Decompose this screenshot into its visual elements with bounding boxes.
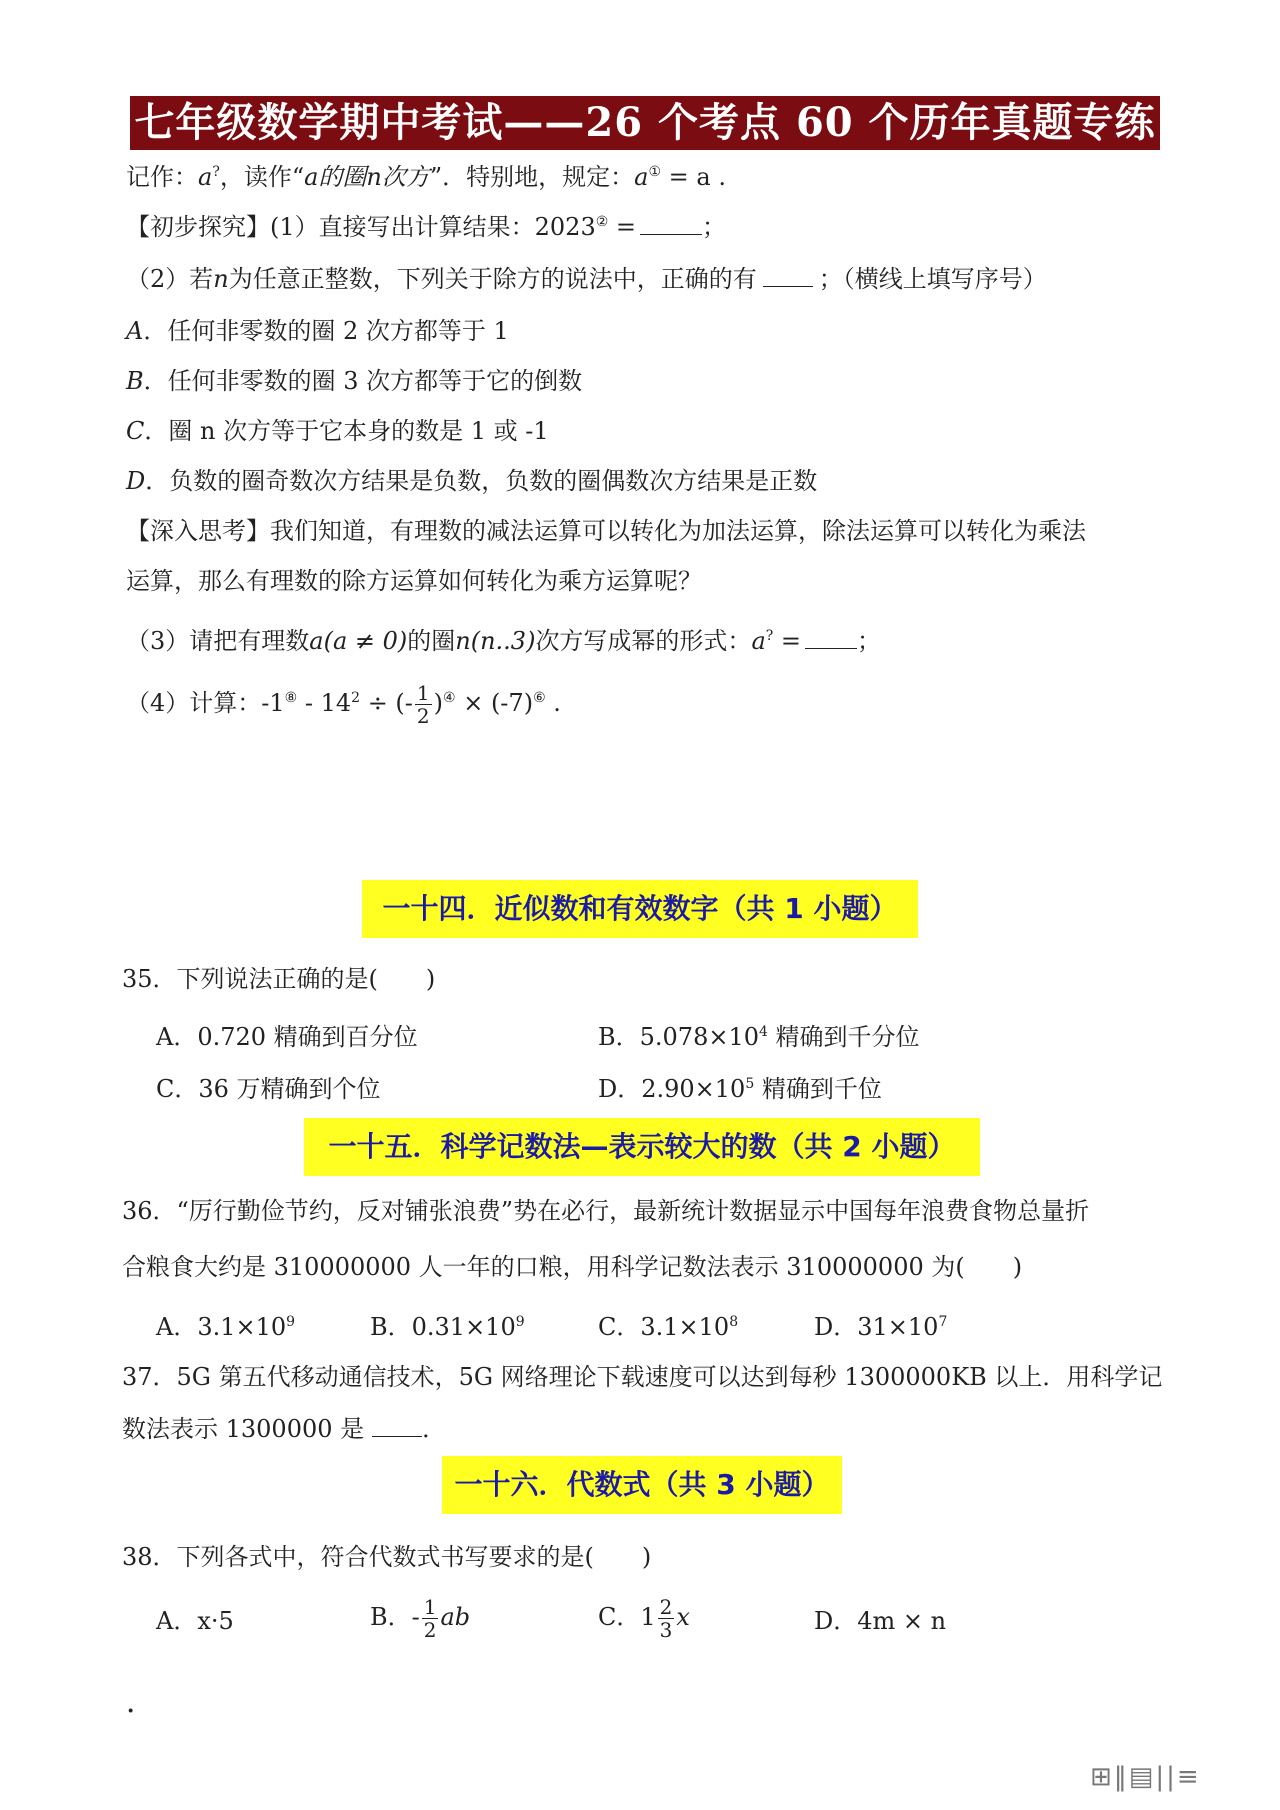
q36-option-a (156, 1310, 295, 1344)
intro-read: a的圈n次方 (304, 163, 430, 191)
question-38: 38．下列各式中，符合代数式书写要求的是( ) (122, 1543, 652, 1571)
q38-c-num: 2 (659, 1595, 673, 1619)
q1-sup: ② (595, 214, 609, 230)
option-c-text: ．圈 n 次方等于它本身的数是 1 或 -1 (144, 417, 549, 445)
q36-option-c (598, 1310, 738, 1344)
q2-end: ；（横线上填写序号） (818, 265, 1047, 293)
q3-tail: 次方写成幂的形式： (535, 627, 752, 655)
q3-math: a(a ≠ 0) (309, 627, 408, 655)
q38-option-c (598, 1596, 690, 1641)
q1-end: ； (702, 213, 727, 241)
q38-b-den: 2 (423, 1618, 437, 1642)
deep-line-1: 【深入思考】我们知道，有理数的减法运算可以转化为加法运算，除法运算可以转化为乘法 (126, 517, 1086, 545)
q3-eq: a (751, 627, 766, 655)
question-3 (126, 624, 881, 658)
q1-eq: = (608, 213, 637, 241)
q4-p1: -1 (261, 689, 285, 717)
intro-prefix: 记作： (126, 163, 198, 191)
q1-label: 【初步探究】(1）直接写出计算结果： (126, 213, 535, 241)
q35-option-c: C．36 万精确到个位 (156, 1075, 381, 1103)
rule-tail: = a . (661, 163, 726, 191)
q38-c-fraction (658, 1596, 675, 1641)
q37-answer-blank[interactable] (372, 1416, 422, 1437)
option-a-text: ．任何非零数的圈 2 次方都等于 1 (143, 317, 509, 345)
q1-answer-blank[interactable] (640, 214, 702, 235)
q4-s4: ⑥ (533, 690, 546, 706)
q38-option-d: D．4m × n (814, 1607, 947, 1635)
q35-option-d (598, 1072, 882, 1106)
q4-text: （4）计算： (126, 689, 262, 717)
q4-end: . (545, 689, 561, 717)
q1-base: 2023 (534, 213, 596, 241)
q35-b-sup: 4 (759, 1024, 768, 1040)
q4-s2: 2 (351, 690, 361, 706)
q3-text: （3）请把有理数 (126, 627, 310, 655)
intro-line (126, 160, 726, 194)
q36-option-d (814, 1310, 947, 1344)
option-a-letter: A (126, 317, 144, 345)
a-symbol: a (198, 163, 213, 191)
q3-eq2: = (773, 627, 802, 655)
q35-d-post: 精确到千位 (754, 1075, 882, 1103)
section-16-heading: 一十六．代数式（共 3 小题） (442, 1456, 842, 1514)
option-b-text: ．任何非零数的圈 3 次方都等于它的倒数 (143, 367, 583, 395)
option-b (126, 364, 582, 398)
q3-end: ； (857, 627, 882, 655)
page-title-banner: 七年级数学期中考试——26 个考点 60 个历年真题专练 (130, 96, 1160, 150)
q2-text: （2）若 (126, 265, 214, 293)
option-c-letter: C (126, 417, 145, 445)
q35-option-a: A．0.720 精确到百分位 (156, 1023, 418, 1051)
q35-option-b (598, 1020, 920, 1054)
question-4 (126, 682, 561, 727)
q38-b-post: ab (440, 1603, 471, 1631)
q2-tail: 为任意正整数，下列关于除方的说法中，正确的有 (228, 265, 757, 293)
q38-b-fraction (422, 1596, 439, 1641)
q2-n: n (213, 265, 229, 293)
q4-s3: ④ (443, 690, 456, 706)
rule-a: a (634, 163, 649, 191)
q4-fraction (415, 682, 432, 727)
q36-b-sup: 9 (515, 1314, 525, 1330)
q38-c-post: x (676, 1603, 690, 1631)
option-b-letter: B (126, 367, 144, 395)
option-c (126, 414, 549, 448)
q36-c-sup: 8 (729, 1314, 739, 1330)
footer-dot: ． (126, 1685, 156, 1720)
q38-option-a: A．x·5 (156, 1607, 234, 1635)
q37-line-2 (122, 1412, 446, 1446)
q3-answer-blank[interactable] (805, 628, 857, 649)
question-sup: ? (212, 164, 220, 180)
section-14-heading: 一十四．近似数和有效数字（共 1 小题） (362, 880, 918, 938)
q36-line-2: 合粮食大约是 310000000 人一年的口粮，用科学记数法表示 310000000 为( ) (122, 1253, 1023, 1281)
q4-p5: × (-7) (455, 689, 534, 717)
option-d (126, 464, 817, 498)
q2-answer-blank[interactable] (763, 266, 813, 287)
q35-d-sup: 5 (745, 1076, 755, 1092)
q38-option-b (370, 1596, 470, 1641)
section-15-heading: 一十五．科学记数法—表示较大的数（共 2 小题） (304, 1118, 980, 1176)
q3-sup: ? (765, 628, 774, 644)
watermark-icon: ⊞‖▤||≡ (1090, 1762, 1201, 1792)
q36-b-pre: B．0.31×10 (370, 1313, 516, 1341)
q4-p4: ) (433, 689, 444, 717)
q36-d-pre: D．31×10 (814, 1313, 939, 1341)
q36-line-1: 36．“厉行勤俭节约，反对铺张浪费”势在必行，最新统计数据显示中国每年浪费食物总量折 (122, 1197, 1090, 1225)
q36-a-pre: A．3.1×10 (156, 1313, 287, 1341)
deep-line-2: 运算，那么有理数的除方运算如何转化为乘方运算呢？ (126, 567, 702, 595)
q38-c-pre: C．1 (598, 1603, 656, 1631)
q38-c-den: 3 (659, 1618, 673, 1642)
q4-p2: - 14 (297, 689, 352, 717)
question-1 (126, 210, 726, 244)
q36-option-b (370, 1310, 525, 1344)
option-d-text: ．负数的圈奇数次方结果是负数，负数的圈偶数次方结果是正数 (145, 467, 818, 495)
intro-mid: ，读作“ (219, 163, 305, 191)
q38-b-num: 1 (423, 1595, 437, 1619)
q37-end: ． (422, 1415, 447, 1443)
q35-d-pre: D．2.90×10 (598, 1075, 746, 1103)
question-35: 35．下列说法正确的是( ) (122, 965, 436, 993)
q36-c-pre: C．3.1×10 (598, 1313, 730, 1341)
q3-mid: 的圈 (407, 627, 456, 655)
q37-line-1: 37．5G 第五代移动通信技术，5G 网络理论下载速度可以达到每秒 1300000KB 以上．用科学记 (122, 1363, 1163, 1391)
q4-num: 1 (416, 681, 430, 705)
q36-d-sup: 7 (938, 1314, 948, 1330)
question-2 (126, 262, 1047, 296)
q36-a-sup: 9 (286, 1314, 296, 1330)
q3-n: n(n..3) (455, 627, 536, 655)
q4-p3: ÷ (- (360, 689, 413, 717)
intro-tail: ”．特别地，规定： (429, 163, 635, 191)
option-d-letter: D (126, 467, 146, 495)
rule-sup: ① (648, 164, 662, 180)
q4-den: 2 (416, 704, 430, 728)
q35-b-pre: B．5.078×10 (598, 1023, 759, 1051)
q38-b-pre: B．- (370, 1603, 420, 1631)
option-a (126, 314, 509, 348)
q35-b-post: 精确到千分位 (767, 1023, 920, 1051)
q37-pre: 数法表示 1300000 是 (122, 1415, 365, 1443)
q4-s1: ⑧ (284, 690, 298, 706)
